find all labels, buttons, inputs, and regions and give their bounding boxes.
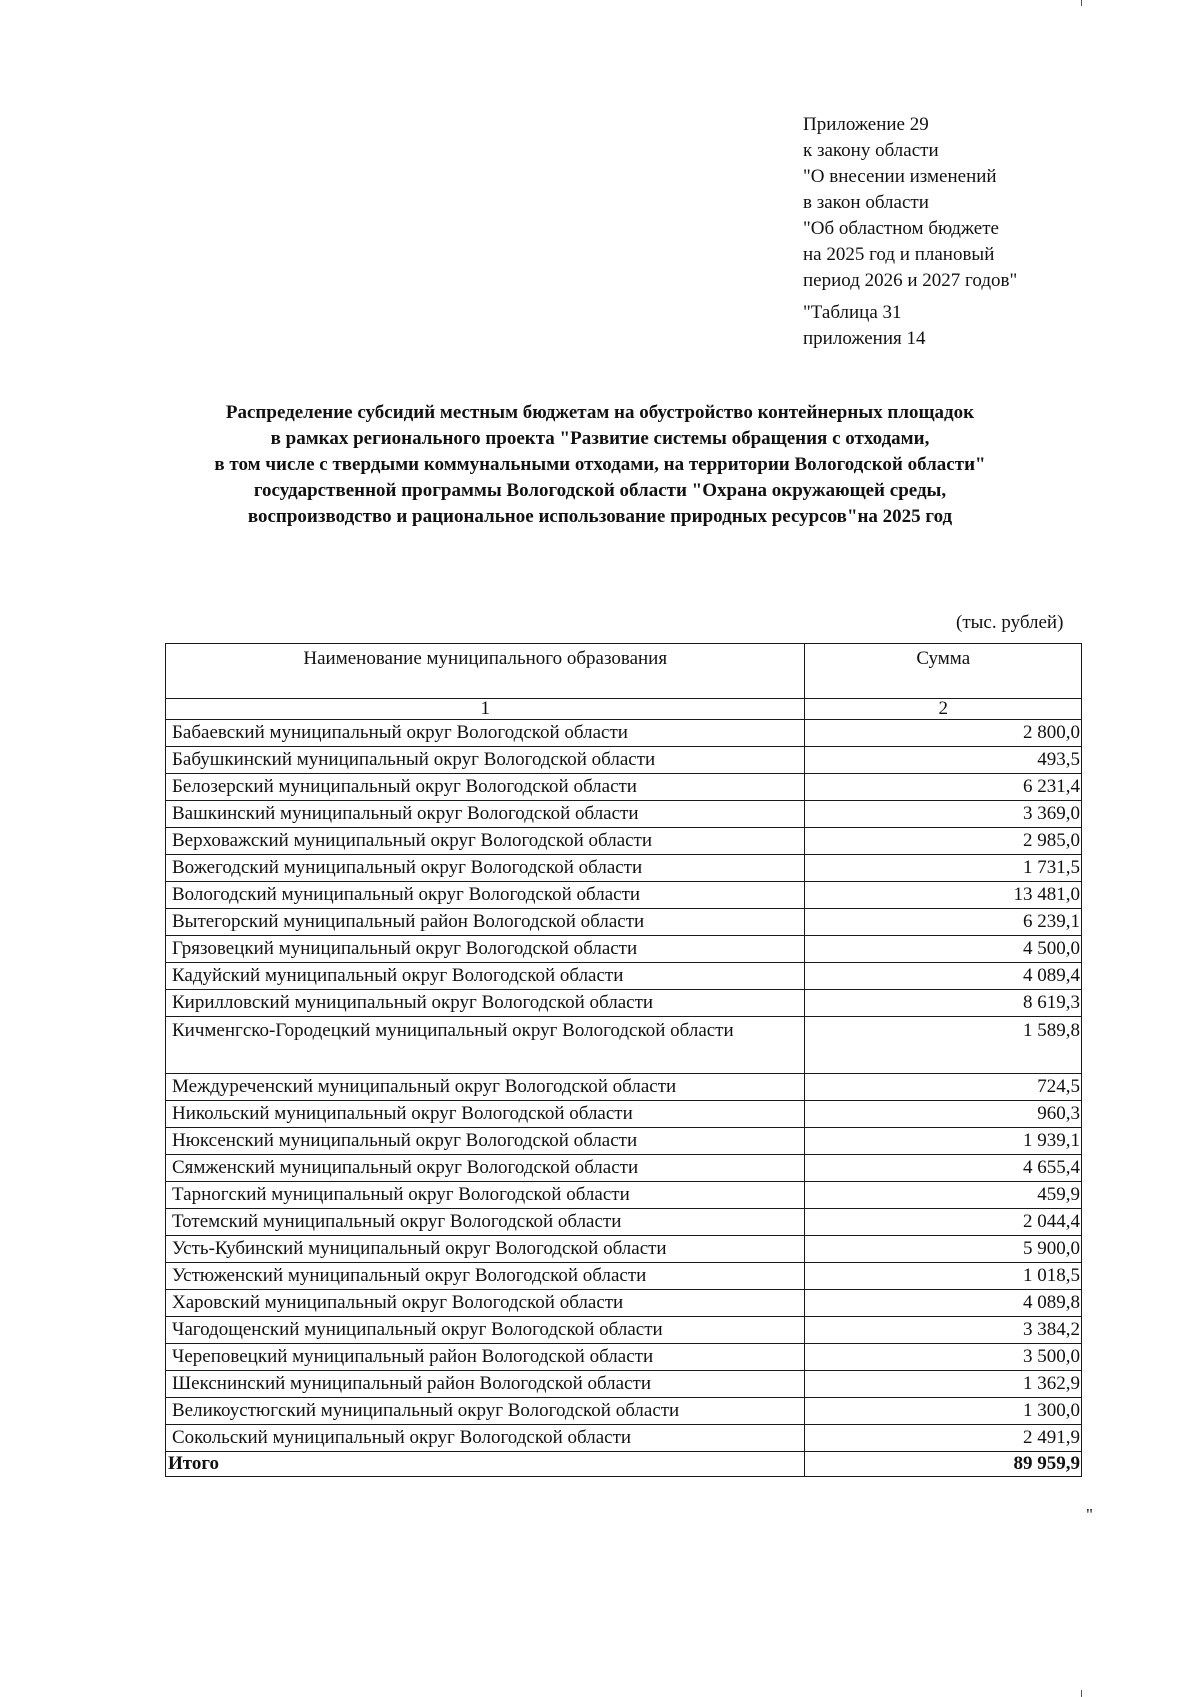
title-line: в том числе с твердыми коммунальными отходами, на территории Вологодской области" xyxy=(214,454,986,475)
municipality-name: Кадуйский муниципальный округ Вологодской области xyxy=(166,963,805,990)
subsidy-sum: 3 369,0 xyxy=(805,801,1082,828)
municipality-name: Сямженский муниципальный округ Вологодской области xyxy=(166,1155,805,1182)
municipality-name: Верховажский муниципальный округ Вологодской области xyxy=(166,828,805,855)
subsidy-sum: 2 044,4 xyxy=(805,1209,1082,1236)
table-body xyxy=(166,720,1082,1452)
subsidy-sum: 2 491,9 xyxy=(805,1425,1082,1452)
table-row xyxy=(166,1398,1082,1425)
scan-mark-top xyxy=(1081,0,1082,6)
table-row xyxy=(166,1236,1082,1263)
subsidy-sum: 4 089,4 xyxy=(805,963,1082,990)
subsidy-sum: 1 939,1 xyxy=(805,1128,1082,1155)
table-row xyxy=(166,1017,1082,1074)
title-line: государственной программы Вологодской области "Охрана окружающей среды, xyxy=(253,480,947,501)
subsidy-table xyxy=(165,643,1082,1477)
scan-mark-bottom xyxy=(1081,1690,1082,1697)
total-sum: 89 959,9 xyxy=(805,1452,1082,1477)
subsidy-sum: 5 900,0 xyxy=(805,1236,1082,1263)
municipality-name: Грязовецкий муниципальный округ Вологодской области xyxy=(166,936,805,963)
table-row xyxy=(166,936,1082,963)
municipality-name: Белозерский муниципальный округ Вологодской области xyxy=(166,774,805,801)
column-number-row xyxy=(166,699,1082,720)
table-row xyxy=(166,1425,1082,1452)
appendix-line: период 2026 и 2027 годов" xyxy=(803,270,1018,291)
municipality-name: Кирилловский муниципальный округ Вологодской области xyxy=(166,990,805,1017)
table-row xyxy=(166,909,1082,936)
document-title xyxy=(150,400,1050,530)
table-row xyxy=(166,747,1082,774)
subsidy-sum: 1 300,0 xyxy=(805,1398,1082,1425)
subsidy-sum: 6 231,4 xyxy=(805,774,1082,801)
subsidy-sum: 6 239,1 xyxy=(805,909,1082,936)
title-line: Распределение субсидий местным бюджетам на обустройство контейнерных площадок xyxy=(225,402,975,423)
subsidy-sum: 960,3 xyxy=(805,1101,1082,1128)
table-row xyxy=(166,1074,1082,1101)
subsidy-sum: 13 481,0 xyxy=(805,882,1082,909)
municipality-name: Вашкинский муниципальный округ Вологодской области xyxy=(166,801,805,828)
table-row xyxy=(166,855,1082,882)
subsidy-sum: 459,9 xyxy=(805,1182,1082,1209)
table-row xyxy=(166,1344,1082,1371)
subsidy-sum: 1 362,9 xyxy=(805,1371,1082,1398)
subsidy-sum: 3 384,2 xyxy=(805,1317,1082,1344)
subsidy-sum: 1 589,8 xyxy=(805,1017,1082,1074)
municipality-name: Тотемский муниципальный округ Вологодской области xyxy=(166,1209,805,1236)
appendix-line: "О внесении изменений xyxy=(803,166,997,187)
table-reference-line: приложения 14 xyxy=(803,328,926,349)
table-row xyxy=(166,828,1082,855)
municipality-name: Вытегорский муниципальный район Вологодской области xyxy=(166,909,805,936)
header-name: Наименование муниципального образования xyxy=(166,644,805,699)
column-number-name: 1 xyxy=(166,699,805,720)
subsidy-sum: 4 500,0 xyxy=(805,936,1082,963)
appendix-line: к закону области xyxy=(803,140,939,161)
title-line: в рамках регионального проекта "Развитие системы обращения с отходами, xyxy=(270,428,930,449)
appendix-line: на 2025 год и плановый xyxy=(803,244,995,265)
subsidy-sum: 724,5 xyxy=(805,1074,1082,1101)
municipality-name: Кичменгско-Городецкий муниципальный округ Вологодской области xyxy=(166,1017,805,1074)
table-row xyxy=(166,990,1082,1017)
subsidy-sum: 2 985,0 xyxy=(805,828,1082,855)
municipality-name: Междуреченский муниципальный округ Вологодской области xyxy=(166,1074,805,1101)
total-label: Итого xyxy=(166,1452,805,1477)
table-row xyxy=(166,720,1082,747)
appendix-line: Приложение 29 xyxy=(803,114,929,135)
table-row xyxy=(166,1155,1082,1182)
table-row xyxy=(166,1182,1082,1209)
table-row xyxy=(166,1317,1082,1344)
table-header-row xyxy=(166,644,1082,699)
subsidy-sum: 1 731,5 xyxy=(805,855,1082,882)
appendix-block xyxy=(803,112,1017,352)
appendix-line: "Об областном бюджете xyxy=(803,218,999,239)
units-label: (тыс. рублей) xyxy=(956,612,1064,633)
subsidy-sum: 4 655,4 xyxy=(805,1155,1082,1182)
municipality-name: Никольский муниципальный округ Вологодской области xyxy=(166,1101,805,1128)
table-row xyxy=(166,1371,1082,1398)
municipality-name: Устюженский муниципальный округ Вологодской области xyxy=(166,1263,805,1290)
municipality-name: Череповецкий муниципальный район Вологодской области xyxy=(166,1344,805,1371)
subsidy-sum: 4 089,8 xyxy=(805,1290,1082,1317)
table-row xyxy=(166,963,1082,990)
municipality-name: Тарногский муниципальный округ Вологодской области xyxy=(166,1182,805,1209)
table-row xyxy=(166,1128,1082,1155)
municipality-name: Усть-Кубинский муниципальный округ Вологодской области xyxy=(166,1236,805,1263)
title-line: воспроизводство и рациональное использование природных ресурсов"на 2025 год xyxy=(247,506,953,527)
subsidy-sum: 493,5 xyxy=(805,747,1082,774)
table-reference-line: "Таблица 31 xyxy=(803,302,902,323)
column-number-sum: 2 xyxy=(805,699,1082,720)
subsidy-sum: 1 018,5 xyxy=(805,1263,1082,1290)
municipality-name: Бабушкинский муниципальный округ Вологодской области xyxy=(166,747,805,774)
municipality-name: Харовский муниципальный округ Вологодской области xyxy=(166,1290,805,1317)
subsidy-sum: 3 500,0 xyxy=(805,1344,1082,1371)
table-row xyxy=(166,882,1082,909)
table-row xyxy=(166,801,1082,828)
subsidy-sum: 8 619,3 xyxy=(805,990,1082,1017)
closing-quote: " xyxy=(1086,1505,1093,1524)
municipality-name: Бабаевский муниципальный округ Вологодской области xyxy=(166,720,805,747)
total-row xyxy=(166,1452,1082,1477)
subsidy-sum: 2 800,0 xyxy=(805,720,1082,747)
table-row xyxy=(166,1263,1082,1290)
header-sum: Сумма xyxy=(805,644,1082,699)
municipality-name: Шекснинский муниципальный район Вологодской области xyxy=(166,1371,805,1398)
appendix-line: в закон области xyxy=(803,192,929,213)
table-row xyxy=(166,774,1082,801)
municipality-name: Чагодощенский муниципальный округ Вологодской области xyxy=(166,1317,805,1344)
municipality-name: Вологодский муниципальный округ Вологодской области xyxy=(166,882,805,909)
municipality-name: Сокольский муниципальный округ Вологодской области xyxy=(166,1425,805,1452)
municipality-name: Нюксенский муниципальный округ Вологодской области xyxy=(166,1128,805,1155)
municipality-name: Вожегодский муниципальный округ Вологодской области xyxy=(166,855,805,882)
table-row xyxy=(166,1290,1082,1317)
table-row xyxy=(166,1209,1082,1236)
municipality-name: Великоустюгский муниципальный округ Вологодской области xyxy=(166,1398,805,1425)
table-row xyxy=(166,1101,1082,1128)
